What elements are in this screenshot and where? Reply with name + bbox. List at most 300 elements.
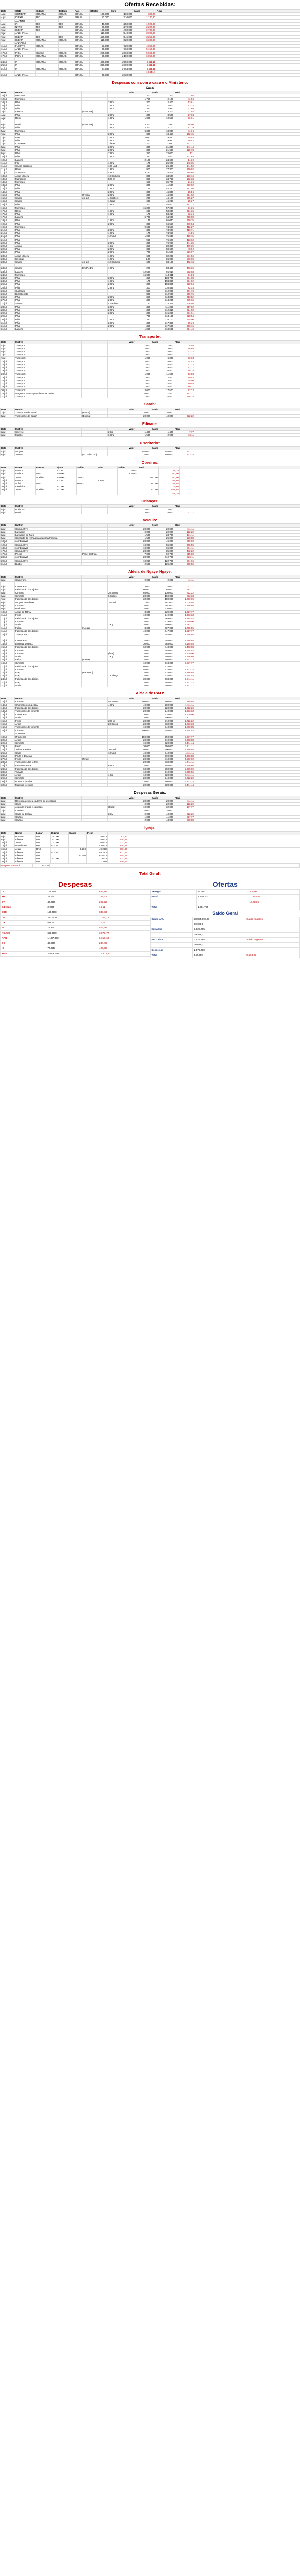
table-cell: 4/jul xyxy=(1,469,15,472)
table-cell: 299.000 xyxy=(151,623,174,626)
table-cell: 17/jul xyxy=(1,209,15,212)
table-cell: 24/jul xyxy=(1,379,15,382)
table-cell: 1.750 xyxy=(128,97,151,100)
table-cell: 300 xyxy=(128,286,151,289)
table-cell: 1.327,77 xyxy=(174,611,195,614)
table-cell: 350 xyxy=(128,305,151,308)
table-cell: Mercado xyxy=(15,206,82,209)
table-cell: (Pedreiro) xyxy=(15,735,82,738)
table-cell: 30.000 xyxy=(128,677,151,681)
table-cell: Pão xyxy=(15,305,82,308)
table-cell: 10.000 xyxy=(128,773,151,776)
table-cell: Concerto da fechadura da porta traseira xyxy=(15,537,82,540)
table-cell xyxy=(69,860,87,863)
table-cell: combustivel xyxy=(15,540,82,543)
table-cell: 300 xyxy=(128,299,151,302)
table-cell: 97,22 xyxy=(174,388,195,392)
table-cell: 10/jul xyxy=(1,158,15,161)
table-cell: Sabao xyxy=(15,302,82,305)
table-cell: (Pedra) xyxy=(82,193,108,196)
obreiros-table xyxy=(0,466,300,495)
table-cell: 40.000 xyxy=(128,668,151,671)
table-cell: 691,76 xyxy=(174,289,195,292)
summary-cell xyxy=(245,922,300,927)
table-cell: Porta e Janelas xyxy=(15,754,82,757)
table-cell: 1 Und xyxy=(108,280,128,283)
table-cell: 1.000 xyxy=(128,366,151,369)
table-cell: (extantes) xyxy=(82,110,108,113)
table-cell: 330.000 xyxy=(151,722,174,725)
table-cell: 45.000 xyxy=(151,540,174,543)
table-cell: Pão xyxy=(15,107,82,110)
table-cell: 1.000 xyxy=(128,395,151,398)
table-cell: 31/jul xyxy=(1,321,15,324)
table-cell: 10/jul xyxy=(1,94,15,97)
table-cell: 1.830.000 xyxy=(110,74,133,77)
table-cell: 10.000 xyxy=(128,684,151,687)
table-cell: 20.000 xyxy=(151,411,174,414)
escritorio-table xyxy=(0,446,300,456)
table-cell: Ofertas xyxy=(15,851,36,854)
table-cell: 518.000 xyxy=(151,662,174,665)
table-cell: 20.000 xyxy=(128,681,151,684)
table-cell: 33,33 xyxy=(174,357,195,360)
table-cell xyxy=(36,492,56,495)
table-cell: 28/jul xyxy=(1,305,15,308)
table-cell: 1.000 xyxy=(151,344,174,347)
edivane-table xyxy=(0,427,300,437)
table-cell: 250,00 xyxy=(174,540,195,543)
table-cell: 980.000 xyxy=(151,783,174,786)
table-cell: 25.925 xyxy=(151,161,174,164)
table-cell: 20.000 xyxy=(128,623,151,626)
summary-cell: Total xyxy=(1,951,46,956)
table-cell: 3.300 xyxy=(128,123,151,126)
table-cell: 17/jul xyxy=(1,553,15,556)
table-cell: 2.200,00 xyxy=(133,26,156,29)
table-cell: Combustivel xyxy=(15,527,82,530)
table-cell: 1.311,11 xyxy=(174,607,195,611)
table-cell: 24/jul xyxy=(1,270,15,273)
table-cell: 300 xyxy=(128,283,151,286)
table-cell: 130.000 xyxy=(56,476,77,479)
table-cell: 43.000 xyxy=(87,844,108,848)
table-cell: Fabricação dos tijolos xyxy=(15,588,82,591)
table-cell: 431,11 xyxy=(108,857,128,860)
table-cell: 2/jul xyxy=(1,530,15,533)
table-cell: Fabricação dos tijolos xyxy=(15,617,82,620)
table-cell: 472,22 xyxy=(174,550,195,553)
table-cell: BRASIL xyxy=(74,48,90,51)
table-cell: 125.200 xyxy=(151,562,174,565)
table-cell: 270.000 xyxy=(110,26,133,29)
table-cell: 888,88 xyxy=(174,700,195,703)
table-cell: 20.000 xyxy=(128,757,151,760)
table-cell: Pão xyxy=(15,132,82,135)
table-cell: 215,6 xyxy=(174,180,195,183)
table-cell: Pão xyxy=(15,318,82,321)
table-cell: (Final) xyxy=(82,757,108,760)
table-cell: 300 xyxy=(128,100,151,104)
table-cell: 38.000 xyxy=(151,809,174,812)
table-cell: Transporte de Sarah xyxy=(15,414,82,417)
table-cell: 3.611,11 xyxy=(174,745,195,748)
table-cell: Refri xyxy=(15,123,82,126)
table-cell xyxy=(108,414,128,417)
table-cell: 480,2 xyxy=(174,248,195,251)
table-cell: 6.000 xyxy=(128,809,151,812)
table-cell: BRASIL xyxy=(74,74,90,77)
table-cell: 15/jul xyxy=(1,193,15,196)
table-cell: Pão xyxy=(15,203,82,206)
table-row xyxy=(1,414,300,417)
table-cell: 10/jul xyxy=(1,107,15,110)
table-cell: 126.000 xyxy=(118,472,138,476)
table-cell: 617,02 xyxy=(174,305,195,308)
summary-row xyxy=(150,905,300,910)
summary-cell: Edivane xyxy=(1,905,46,910)
table-cell: Fabricação dos tijolos xyxy=(15,677,82,681)
table-cell: 800 xyxy=(128,174,151,177)
table-cell: Pão xyxy=(15,126,82,129)
table-cell: Bulbo xyxy=(15,562,82,565)
column-header: Real xyxy=(174,408,195,411)
table-cell: 60.000 xyxy=(90,54,110,57)
summary-row xyxy=(1,936,150,941)
table-cell: GOIAS xyxy=(59,51,74,54)
table-cell: 1.500 xyxy=(128,434,151,437)
table-cell: Mus xyxy=(36,482,56,485)
table-cell: 227,77 xyxy=(174,816,195,819)
table-cell: 8/jul xyxy=(1,601,15,604)
table-cell: 22.000 xyxy=(151,803,174,806)
table-cell: 111,11 xyxy=(174,411,195,414)
table-cell: 25.000 xyxy=(151,537,174,540)
table-cell: 31/jul xyxy=(1,562,15,565)
table-row xyxy=(1,511,300,514)
table-cell: 300 xyxy=(151,94,174,97)
table-cell: Refri xyxy=(15,511,82,514)
table-cell: 638.000 xyxy=(151,674,174,677)
table-cell: Transport xyxy=(15,379,82,382)
table-cell: Pão xyxy=(15,321,82,324)
table-cell: Mercado xyxy=(15,180,82,183)
table-cell: 26/jul xyxy=(1,754,15,757)
table-cell: Auxiliar xyxy=(36,488,56,492)
table-cell: 201.000 xyxy=(151,604,174,607)
column-header: Real xyxy=(87,832,108,835)
table-cell: 1.888,88 xyxy=(174,725,195,728)
table-cell: 65.000 xyxy=(151,588,174,591)
column-header: Real xyxy=(138,466,159,469)
table-cell: 10/jul xyxy=(1,100,15,104)
table-cell xyxy=(82,395,108,398)
table-cell: 20.000 xyxy=(128,738,151,741)
table-cell: 100.000 xyxy=(128,729,151,732)
table-cell: 50.000 xyxy=(128,748,151,751)
summary-cell: 698.000 xyxy=(46,930,98,936)
table-cell: 76.620 xyxy=(151,238,174,241)
table-cell: 13.500 xyxy=(151,379,174,382)
table-cell: 54.260 xyxy=(87,851,108,854)
table-cell: 74.550 xyxy=(151,225,174,228)
table-cell: 118.565 xyxy=(151,328,174,331)
table-cell: 69,44 xyxy=(174,376,195,379)
table-cell: 192,33 xyxy=(174,177,195,180)
table-cell: 19/jul xyxy=(1,219,15,222)
table-cell: BRASIL xyxy=(74,64,90,67)
table-cell: 6.611,11 xyxy=(133,67,156,70)
table-cell: Camerano xyxy=(15,579,82,582)
table-row xyxy=(1,74,300,77)
table-cell: 900.000 xyxy=(151,767,174,770)
table-cell: Agrafi xyxy=(15,244,82,247)
table-cell: 16,11 xyxy=(174,434,195,437)
column-header: Date xyxy=(1,447,15,450)
table-cell: 11/jul xyxy=(1,164,15,167)
table-cell: 321,36 xyxy=(174,209,195,212)
table-cell: 10.000 xyxy=(128,674,151,677)
table-cell: 1.130,90 xyxy=(133,16,156,19)
casa-subtitle: Casa: xyxy=(146,87,154,90)
table-cell: 3.877,77 xyxy=(174,684,195,687)
table-cell: 20.000 xyxy=(128,527,151,530)
column-header: Valor xyxy=(128,575,151,579)
transporte-table xyxy=(0,340,300,398)
table-cell: 83,33 xyxy=(108,835,128,838)
table-cell: 12 Sachets xyxy=(108,261,128,264)
table-cell: 700,00 xyxy=(159,476,180,479)
table-cell: 458.000 xyxy=(151,649,174,652)
summary-row xyxy=(1,894,150,900)
table-cell: 821,4 xyxy=(174,286,195,289)
table-cell: 420,15 xyxy=(174,235,195,238)
table-cell: 300 xyxy=(128,222,151,225)
table-cell xyxy=(108,511,128,514)
table-cell: 700.000 xyxy=(151,748,174,751)
table-cell: 20 Sacos xyxy=(108,722,128,725)
table-cell xyxy=(82,434,108,437)
table-cell: 700,00 xyxy=(159,472,180,476)
table-cell: Chamelto com pedra xyxy=(15,703,82,706)
table-cell: 60.000 xyxy=(128,646,151,649)
summary-cell: CR xyxy=(1,920,46,925)
table-cell: 604,92 xyxy=(174,280,195,283)
column-header: Valor xyxy=(128,504,151,507)
table-cell: 1.222,22 xyxy=(174,706,195,709)
table-cell: 17.500 xyxy=(151,388,174,392)
table-cell: 200 kg xyxy=(108,719,128,722)
table-cell: 238,88 xyxy=(174,819,195,822)
table-cell: 13/jul xyxy=(1,177,15,180)
table-cell: 413,71 xyxy=(174,228,195,231)
table-cell: 175 xyxy=(128,219,151,222)
table-cell: 22/jul xyxy=(1,244,15,247)
table-cell: 28/jul xyxy=(1,309,15,312)
table-cell: 1.400 xyxy=(128,430,151,433)
table-cell: 140.000 xyxy=(128,450,151,453)
table-cell: 24/jul xyxy=(1,267,15,270)
table-cell: Cimento xyxy=(15,741,82,744)
table-cell: BRASIL xyxy=(74,13,90,16)
table-cell: 24/jul xyxy=(1,857,15,860)
table-cell xyxy=(51,860,69,863)
table-cell: 16/jul xyxy=(1,725,15,728)
table-cell: Aluguel xyxy=(15,450,82,453)
table-cell: 8/jul xyxy=(1,414,15,417)
table-cell: Areia xyxy=(15,773,82,776)
table-cell: 100 Und xyxy=(108,164,128,167)
table-cell: 29/jul xyxy=(1,385,15,388)
table-cell: 1 Und xyxy=(108,209,128,212)
summary-cell: Brasil xyxy=(150,894,196,900)
table-cell: 1 Und xyxy=(108,168,128,171)
table-cell: 20.000 xyxy=(128,706,151,709)
igreja-table xyxy=(0,831,300,863)
summary-cell: Saldo negativo xyxy=(245,937,300,942)
table-cell: 4.111,11 xyxy=(174,751,195,754)
table-cell: Cartao xyxy=(15,819,82,822)
table-cell: 350 xyxy=(128,155,151,158)
table-cell: 30.000 xyxy=(128,598,151,601)
table-cell: 165,2 xyxy=(174,139,195,142)
table-cell: Sabao xyxy=(15,267,82,270)
table-cell: 31/jul xyxy=(1,328,15,331)
table-cell: 9/jul xyxy=(1,148,15,151)
table-cell: 132,84 xyxy=(174,155,195,158)
table-cell: Combustivel xyxy=(15,543,82,546)
table-cell: 14/jul xyxy=(1,639,15,642)
table-cell: 58.210 xyxy=(151,212,174,215)
table-cell: 2.400 xyxy=(151,100,174,104)
table-cell: Falpa xyxy=(15,658,82,662)
table-cell: 10.000 xyxy=(51,838,69,841)
summary-cell: DC xyxy=(1,889,46,894)
table-cell: Sabao xyxy=(15,261,82,264)
table-cell: 28/jul xyxy=(1,770,15,773)
table-cell: 14/jul xyxy=(1,187,15,190)
table-cell: 2.000 xyxy=(151,579,174,582)
table-cell: 6.000 xyxy=(151,357,174,360)
table-cell: 800 xyxy=(128,293,151,296)
table-cell: 14/jul xyxy=(1,700,15,703)
table-cell: 3.822,22 xyxy=(174,681,195,684)
table-cell: 2 Und xyxy=(108,136,128,139)
table-cell: 6.050,00 xyxy=(133,54,156,57)
table-row xyxy=(1,434,300,437)
table-cell: 2 Und xyxy=(108,148,128,151)
table-cell: Combustivel xyxy=(15,559,82,562)
table-cell: 13/jul xyxy=(1,180,15,183)
table-cell xyxy=(15,492,36,495)
table-cell: Camerano xyxy=(15,713,82,716)
column-header: Motivo xyxy=(15,408,82,411)
spreadsheet-sheet xyxy=(0,0,300,958)
table-cell: 112.310 xyxy=(151,309,174,312)
table-cell: 2 Und xyxy=(108,155,128,158)
table-cell: 20.000 xyxy=(128,540,151,543)
table-cell: 10/jul xyxy=(1,611,15,614)
table-cell: 5/jul xyxy=(1,835,15,838)
table-cell: Transporte de Sarah xyxy=(15,411,82,414)
table-cell: 755,55 xyxy=(159,482,180,485)
table-cell: Jean xyxy=(15,476,36,479)
table-cell: 11.950 xyxy=(151,123,174,126)
table-cell: 7/jul xyxy=(1,353,15,357)
table-cell: 26/jul xyxy=(1,286,15,289)
table-cell: 175 xyxy=(128,232,151,235)
table-cell: Fabricação dos tijolos xyxy=(15,706,82,709)
table-cell: 34.500 xyxy=(151,174,174,177)
table-cell: 3.000 xyxy=(151,347,174,350)
table-cell: 833,33 xyxy=(174,595,195,598)
column-header: Date xyxy=(1,91,15,94)
table-cell: DTL xyxy=(36,838,51,841)
table-cell: IF xyxy=(15,61,36,64)
table-cell: 10.000 xyxy=(128,546,151,549)
table-cell: 10.000 xyxy=(128,658,151,662)
table-cell: 20.000 xyxy=(128,604,151,607)
table-cell: 1.000 xyxy=(128,328,151,331)
table-cell: 12 Und xyxy=(108,235,128,238)
table-cell: 20.000 xyxy=(128,780,151,783)
table-cell: 41.000 xyxy=(151,816,174,819)
table-cell: Transport xyxy=(15,360,82,363)
obreiros-title: Obreiros: xyxy=(141,460,159,465)
table-cell: 112.700 xyxy=(151,556,174,559)
table-cell: 5.000 xyxy=(128,633,151,636)
table-cell: 7/jul xyxy=(1,357,15,360)
table-cell: 5.00 xyxy=(128,257,151,260)
table-cell: 2.000 xyxy=(128,507,151,511)
table-cell: Guarda xyxy=(15,479,36,482)
table-cell: 125,73 xyxy=(174,148,195,151)
column-header: Date xyxy=(1,341,15,344)
table-cell: 8/jul xyxy=(1,453,15,456)
table-cell: Pão xyxy=(15,315,82,318)
table-cell: 1.000 xyxy=(128,357,151,360)
table-cell: Falpa xyxy=(15,626,82,630)
table-cell: 1.955,55 xyxy=(174,633,195,636)
table-cell: 300 xyxy=(128,145,151,148)
table-cell: Pão xyxy=(15,152,82,155)
table-cell: 654,46 xyxy=(174,328,195,331)
table-row xyxy=(1,783,300,786)
table-cell: 177,80 xyxy=(159,485,180,488)
table-cell: 2.600 xyxy=(151,104,174,107)
table-cell: 16,66 xyxy=(174,347,195,350)
table-cell: 112.000 xyxy=(151,289,174,292)
table-cell: 11/jul xyxy=(1,45,15,48)
table-cell: 27/jul xyxy=(1,302,15,305)
table-cell: 13.340 xyxy=(69,854,87,857)
table-cell: 158,5 xyxy=(174,136,195,139)
table-cell: 1.000 xyxy=(128,816,151,819)
table-cell: 47,22 xyxy=(174,363,195,366)
table-cell: Transporte de cimento xyxy=(15,725,82,728)
table-cell: 142,35 xyxy=(174,161,195,164)
table-cell: Pão xyxy=(15,241,82,244)
table-cell: 30.000 xyxy=(128,713,151,716)
table-cell: 2.877,77 xyxy=(174,662,195,665)
summary-cell: ST xyxy=(1,900,46,905)
table-cell: 150.000 xyxy=(128,735,151,738)
table-cell: Auxiliar xyxy=(36,476,56,479)
table-cell: 4.000 xyxy=(151,350,174,353)
table-cell: 112.900 xyxy=(151,293,174,296)
table-cell: Areia xyxy=(15,738,82,741)
escritorio-title: Escritorio: xyxy=(140,440,160,446)
